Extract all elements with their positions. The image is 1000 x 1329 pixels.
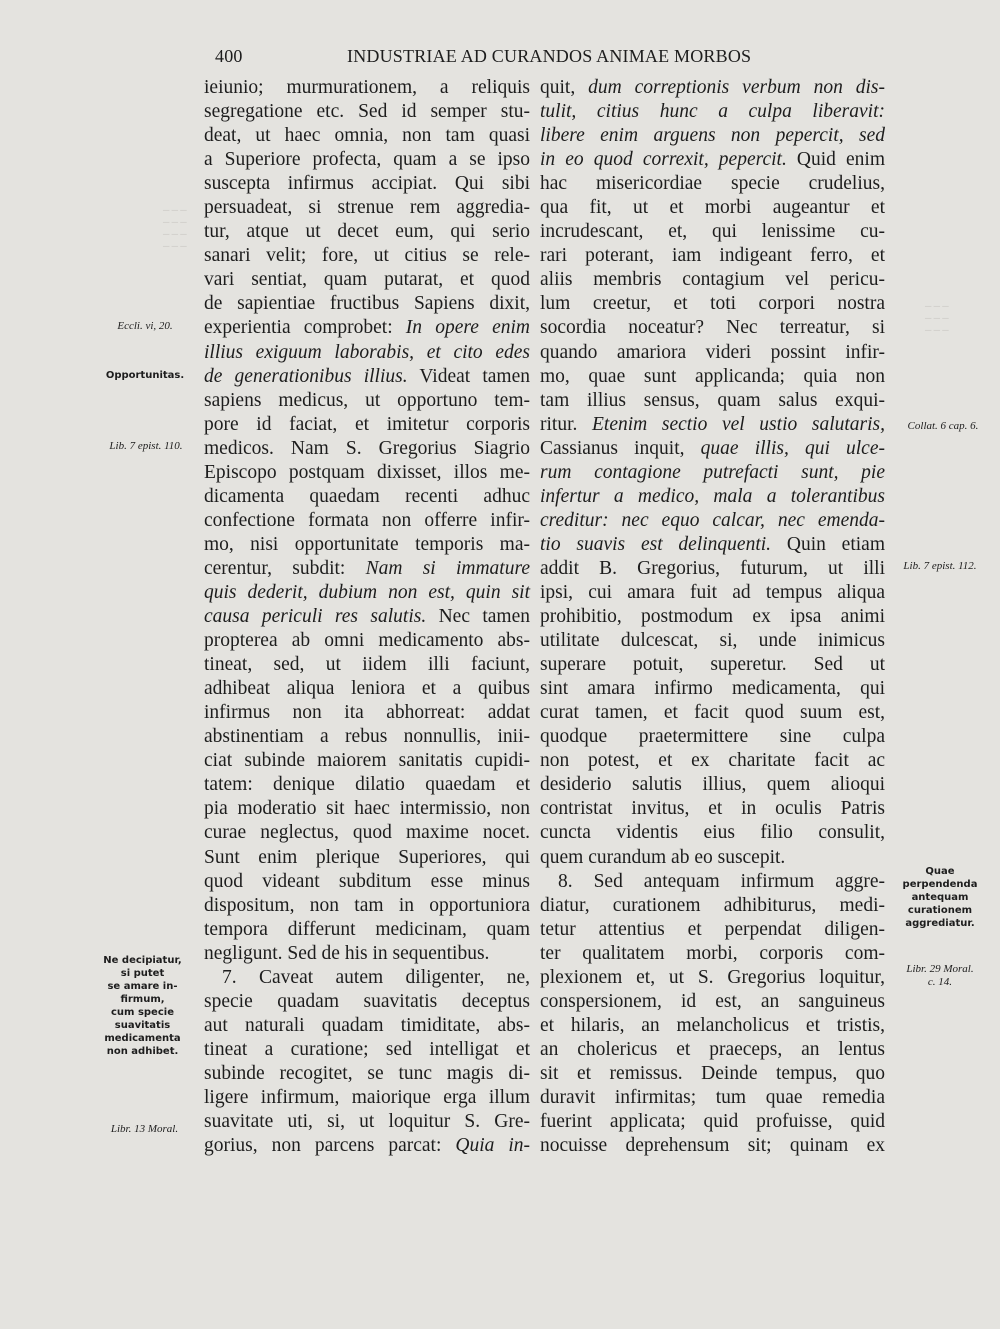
text-span: lum creetur, et toti corpori nostra (540, 293, 885, 315)
text-line (540, 365, 885, 389)
text-line (204, 172, 530, 196)
text-line (204, 268, 530, 292)
text-line (540, 220, 885, 244)
text-line (540, 821, 885, 845)
text-line (540, 124, 885, 148)
text-span: tam illius sensus, quam salus exqui- (540, 389, 885, 411)
text-line (204, 773, 530, 797)
text-span: Videat tamen (407, 365, 530, 387)
text-line (540, 846, 885, 870)
text-line (204, 605, 530, 629)
text-line (540, 966, 885, 990)
margin-note-opportunitas: Opportunitas. (105, 370, 185, 381)
text-line (204, 196, 530, 220)
text-span: hac misericordiae specie crudelius, (540, 173, 885, 195)
text-span: persuadeat, si strenue rem aggredia- (204, 197, 530, 219)
italic-span: quae illis, qui ulce- (700, 437, 885, 459)
text-span: desiderio salutis illius, quem alioqui (540, 774, 885, 796)
text-line (540, 557, 885, 581)
text-line (540, 773, 885, 797)
text-line (204, 557, 530, 581)
italic-span: libere enim arguens non pepercit, sed (540, 125, 885, 147)
margin-note-line: perpendenda (902, 879, 978, 890)
text-line (540, 437, 885, 461)
text-line (204, 821, 530, 845)
italic-span: Quia in- (455, 1135, 530, 1157)
text-line (204, 485, 530, 509)
margin-note-lib7-110: Lib. 7 epist. 110. (109, 440, 183, 452)
text-line (204, 1086, 530, 1110)
text-line (204, 677, 530, 701)
text-line (540, 990, 885, 1014)
text-span: aut naturali quadam timiditate, abs- (204, 1014, 530, 1036)
text-span: subinde recogitet, se tunc magis di- (204, 1062, 530, 1084)
text-line (204, 292, 530, 316)
text-span: pore id faciat, et imitetur corporis (204, 413, 530, 435)
text-line (204, 124, 530, 148)
text-line (540, 1014, 885, 1038)
text-span: medicos. Nam S. Gregorius Siagrio (204, 437, 530, 459)
text-line (204, 701, 530, 725)
text-line (540, 894, 885, 918)
italic-span: creditur: nec equo calcar, nec emenda- (540, 509, 885, 531)
text-span: ciat subinde maiorem sanitatis cupidi- (204, 750, 530, 772)
text-span: nocuisse deprehensum sit; quinam ex (540, 1135, 885, 1157)
text-line (204, 918, 530, 942)
text-span: cerentur, subdit: (204, 557, 366, 579)
italic-span: causa periculi res salutis. (204, 606, 427, 628)
text-span: sanari velit; fore, ut citius se rele- (204, 245, 530, 267)
text-span: ipsi, cui amara fuit ad tempus aliqua (540, 581, 885, 603)
text-line (540, 701, 885, 725)
text-span: dispositum, non tam in opportuniora (204, 894, 530, 916)
text-line (204, 220, 530, 244)
text-line (540, 148, 885, 172)
text-line (204, 797, 530, 821)
text-span: fuerint applicata; quid profuisse, quid (540, 1111, 885, 1133)
text-span: quit, (540, 77, 589, 98)
right-text-column (540, 76, 885, 1158)
text-span: et hilaris, an melancholicus et tristis, (540, 1014, 885, 1036)
text-line (540, 677, 885, 701)
text-span: negligunt. Sed de his in sequentibus. (204, 942, 490, 964)
text-span: mo, quae sunt applicanda; quia non (540, 365, 885, 387)
text-line (540, 316, 885, 340)
text-span: curae neglectus, quod maxime nocet. (204, 822, 530, 844)
text-span: curat tamen, et facit quod suum est, (540, 702, 885, 724)
text-line (540, 509, 885, 533)
text-span: dicamenta quaedam recenti adhuc (204, 485, 530, 507)
text-span: Sunt enim plerique Superiores, qui (204, 846, 530, 868)
text-span: conspersionem, id est, an sanguineus (540, 990, 885, 1012)
margin-note-line: si putet (120, 968, 165, 979)
margin-note-line: suavitatis (114, 1020, 171, 1031)
italic-span: tulit, citius hunc a culpa liberavit: (540, 101, 885, 123)
text-span: prohibitio, postmodum ex ipsa animi (540, 606, 885, 628)
text-line (204, 966, 530, 990)
text-line (540, 581, 885, 605)
margin-note-line: curationem (907, 905, 973, 916)
left-text-column (204, 76, 530, 1158)
text-line (540, 653, 885, 677)
text-line (204, 1038, 530, 1062)
italic-span: Nam si immature (365, 557, 530, 579)
margin-note-lib7-112: Lib. 7 epist. 112. (903, 560, 977, 572)
text-line (540, 461, 885, 485)
text-span: mo, nisi opportunitate temporis ma- (204, 533, 530, 555)
margin-note-line: non adhibet. (106, 1046, 179, 1057)
text-line (204, 581, 530, 605)
text-line (540, 629, 885, 653)
text-span: ieiunio; murmurationem, a reliquis (204, 77, 530, 98)
text-span: propterea ab omni medicamento abs- (204, 630, 530, 652)
text-line (540, 1038, 885, 1062)
italic-span: In opere enim (405, 317, 530, 339)
text-span: tatem: denique dilatio quaedam et (204, 774, 530, 796)
text-line (204, 942, 530, 966)
text-line (540, 533, 885, 557)
text-line (204, 413, 530, 437)
text-line (204, 76, 530, 100)
text-span: adhibeat aliqua leniora et a quibus (204, 678, 530, 700)
text-line (540, 1086, 885, 1110)
text-line (204, 341, 530, 365)
margin-note-line: aggrediatur. (905, 918, 975, 929)
text-span: tineat, sed, ut iidem illi faciunt, (204, 654, 530, 676)
text-span: confectione formata non offerre infir- (204, 509, 530, 531)
text-line (204, 1134, 530, 1158)
text-span: Quid enim (786, 149, 885, 171)
margin-note-line: c. 14. (927, 976, 953, 988)
text-line (204, 725, 530, 749)
text-line (204, 1062, 530, 1086)
text-span: tur, atque ut decet eum, qui serio (204, 221, 530, 243)
text-span: tempora differunt medicinam, quam (204, 918, 530, 940)
text-span: contristat invitus, et in oculis Patris (540, 798, 885, 820)
text-span: Quin etiam (771, 533, 885, 555)
text-span: plexionem et, ut S. Gregorius loquitur, (540, 966, 885, 988)
text-line (540, 870, 885, 894)
text-span: Cassianus inquit, (540, 437, 701, 459)
text-line (204, 437, 530, 461)
text-line (540, 1062, 885, 1086)
margin-note-line: Libr. 29 Moral. (906, 963, 974, 975)
text-line (204, 389, 530, 413)
margin-note-line: firmum, (120, 994, 165, 1005)
text-span: quem curandum ab eo suscepit. (540, 846, 786, 868)
text-span: sapiens medicus, ut opportuno tem- (204, 389, 530, 411)
text-span: quodque praetermittere sine culpa (540, 726, 885, 748)
text-span: incrudescant, et, qui lenissime cu- (540, 221, 885, 243)
text-line (540, 942, 885, 966)
text-span: rari poterant, iam indigeant ferro, et (540, 245, 885, 267)
text-line (204, 846, 530, 870)
margin-note-quae-perpendenda (890, 865, 990, 930)
text-line (204, 749, 530, 773)
text-line (540, 1110, 885, 1134)
text-line (204, 1014, 530, 1038)
text-span: aliis membris contagium vel pericu- (540, 269, 885, 291)
text-span: suavitate uti, si, ut loquitur S. Gre- (204, 1111, 530, 1133)
margin-note-libr29 (890, 963, 990, 989)
text-line (204, 870, 530, 894)
text-span: vari sentiat, quam putarat, et quod (204, 269, 530, 291)
text-span: ter qualitatem morbi, corporis com- (540, 942, 885, 964)
text-span: suscepta infirmus accipiat. Qui sibi (204, 173, 530, 195)
page-number: 400 (215, 46, 243, 66)
text-span: utilitate dulcescat, si, unde inimicus (540, 630, 885, 652)
text-span: gorius, non parcens parcat: (204, 1135, 456, 1157)
margin-note-eccli: Eccli. vi, 20. (117, 320, 173, 332)
text-line (204, 653, 530, 677)
margin-note-libr13: Libr. 13 Moral. (110, 1123, 179, 1135)
text-span: specie quadam suavitatis deceptus (204, 990, 530, 1012)
text-line (204, 244, 530, 268)
show-through-left: ─ ─ ─ ─ ─ ─ ─ ─ ─ ─ ─ ─ (163, 205, 187, 251)
text-line (540, 244, 885, 268)
italic-span: Etenim sectio vel ustio salutaris, (592, 413, 886, 435)
text-line (540, 76, 885, 100)
margin-note-ne-decipiatur (90, 954, 195, 1058)
text-line (540, 268, 885, 292)
text-span: pia moderatio sit haec intermissio, non (204, 798, 530, 820)
text-line (540, 413, 885, 437)
text-line (540, 292, 885, 316)
text-line (204, 1110, 530, 1134)
text-line (204, 533, 530, 557)
text-line (540, 1134, 885, 1158)
running-title: INDUSTRIAE AD CURANDOS ANIMAE MORBOS (347, 46, 752, 66)
text-span: abstinentiam a rebus nonnullis, inii- (204, 726, 530, 748)
italic-span: in eo quod correxit, pepercit. (540, 149, 787, 171)
text-span: tetur attentius et perpendat diligen- (540, 918, 885, 940)
text-line (540, 341, 885, 365)
text-span: diatur, curationem adhibiturus, medi- (540, 894, 885, 916)
text-span: an cholericus et praeceps, an lentus (540, 1038, 885, 1060)
text-span: segregatione etc. Sed id semper stu- (204, 101, 530, 123)
margin-note-line: medicamenta (104, 1033, 181, 1044)
text-span: experientia comprobet: (204, 317, 406, 339)
text-span: quando amariora videri possint infir- (540, 341, 885, 363)
italic-span: infertur a medico, mala a tolerantibus (540, 485, 885, 507)
text-span: sit et remissus. Deinde tempus, quo (540, 1062, 885, 1084)
text-span: quod videant subditum esse minus (204, 870, 530, 892)
text-span: socordia noceatur? Nec terreatur, si (540, 317, 885, 339)
text-span: Nec tamen (426, 606, 530, 628)
text-span: de sapientiae fructibus Sapiens dixit, (204, 293, 530, 315)
text-span: 7. Caveat autem diligenter, ne, (222, 966, 530, 988)
text-span: 8. Sed antequam infirmum aggre- (558, 870, 885, 892)
text-line (204, 461, 530, 485)
text-span: deat, ut haec omnia, non tam quasi (204, 125, 530, 147)
text-line (540, 797, 885, 821)
text-span: infirmus non ita abhorreat: addat (204, 702, 530, 724)
italic-span: de generationibus illius. (204, 365, 408, 387)
text-span: tineat a curatione; sed intelligat et (204, 1038, 530, 1060)
text-line (204, 894, 530, 918)
text-span: a Superiore profecta, quam a se ipso (204, 149, 530, 171)
italic-span: rum contagione putrefacti sunt, pie (540, 461, 885, 483)
margin-note-line: antequam (911, 892, 969, 903)
text-span: superare potuit, superetur. Sed ut (540, 654, 885, 676)
italic-span: quis dederit, dubium non est, quin sit (204, 581, 530, 603)
text-line (540, 100, 885, 124)
text-span: duravit infirmitas; tum quae remedia (540, 1086, 885, 1108)
text-line (204, 148, 530, 172)
text-line (540, 749, 885, 773)
text-span: ligere infirmum, maiorique erga illum (204, 1086, 530, 1108)
text-line (204, 990, 530, 1014)
text-line (540, 196, 885, 220)
text-line (204, 316, 530, 340)
text-line (204, 100, 530, 124)
margin-note-line: se amare in- (107, 981, 178, 992)
text-line (204, 629, 530, 653)
margin-note-line: Quae (925, 866, 955, 877)
text-line (540, 389, 885, 413)
text-line (540, 605, 885, 629)
text-span: sint amara infirmo medicamenta, qui (540, 678, 885, 700)
text-line (540, 918, 885, 942)
text-span: non potest, et ex charitate facit ac (540, 750, 885, 772)
margin-note-line: Ne decipiatur, (103, 955, 182, 966)
text-span: addit B. Gregorius, futurum, ut illi (540, 557, 885, 579)
text-line (204, 365, 530, 389)
text-span: ritur. (540, 413, 592, 435)
text-line (204, 509, 530, 533)
text-line (540, 725, 885, 749)
text-line (540, 172, 885, 196)
text-span: Episcopo postquam dixisset, illos me- (204, 461, 530, 483)
text-line (540, 485, 885, 509)
text-span: cuncta videntis eius filio consulit, (540, 822, 885, 844)
italic-span: tio suavis est delinquenti. (540, 533, 772, 555)
margin-note-line: cum specie (111, 1007, 174, 1018)
show-through-right: ─ ─ ─ ─ ─ ─ ─ ─ ─ (925, 301, 949, 335)
text-span: qua fit, ut et morbi augeantur et (540, 197, 885, 219)
italic-span: illius exiguum laborabis, et cito edes (204, 341, 530, 363)
margin-note-collat: Collat. 6 cap. 6. (907, 420, 979, 432)
italic-span: dum correptionis verbum non dis- (588, 77, 885, 98)
